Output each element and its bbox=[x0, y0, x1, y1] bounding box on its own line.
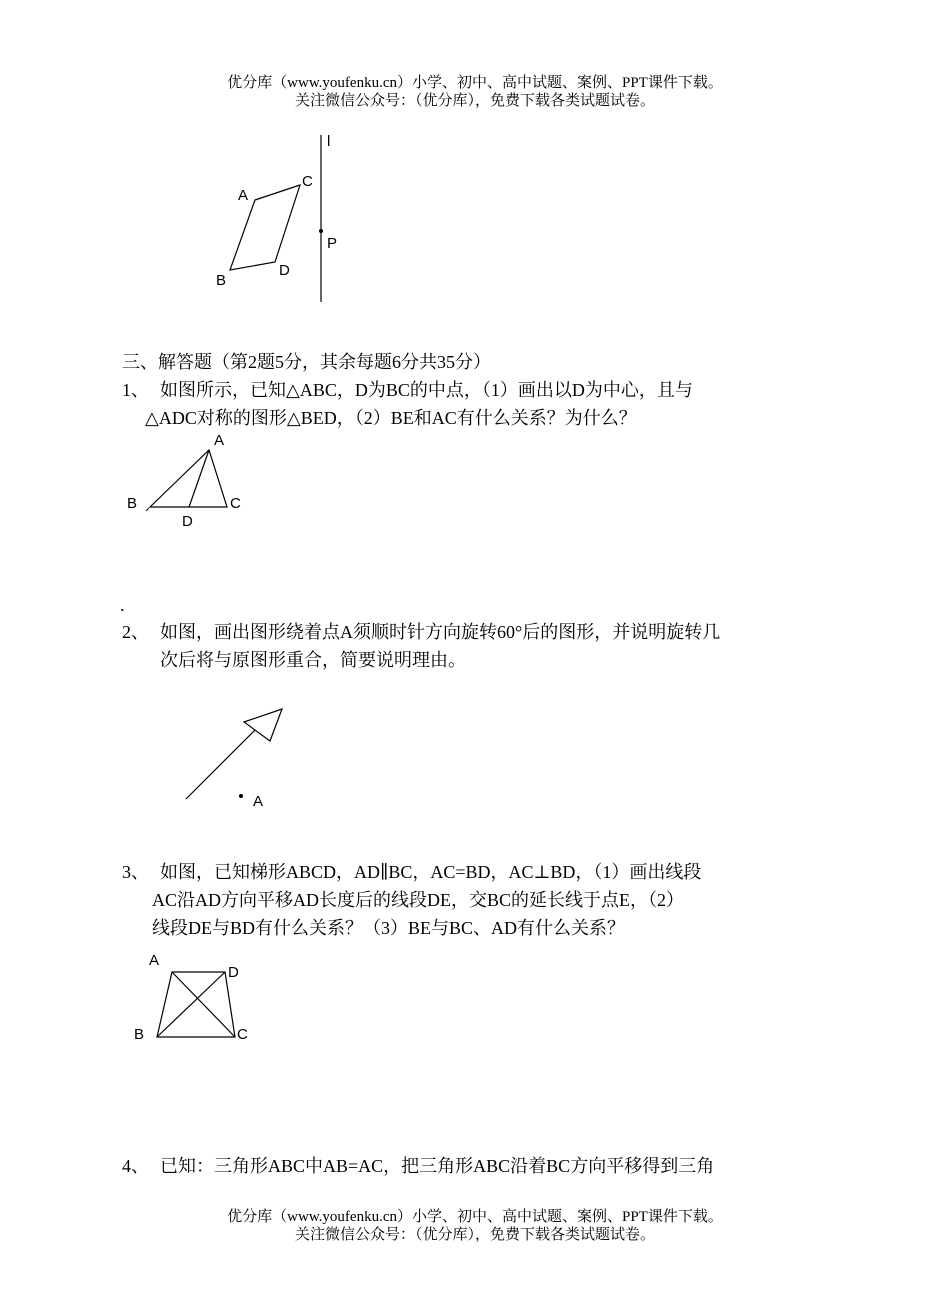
q4-line-1 bbox=[122, 1154, 714, 1178]
figure-triangle-abc bbox=[120, 430, 260, 530]
label-p: P bbox=[327, 235, 338, 252]
q2-line-1 bbox=[122, 620, 720, 644]
q3-number: 3、 bbox=[122, 862, 149, 882]
label-a: A bbox=[214, 432, 225, 449]
q3-line-2: AC沿AD方向平移AD长度后的线段DE，交BC的延长线于点E，（2） bbox=[152, 890, 684, 910]
label-c: C bbox=[302, 173, 313, 190]
figure-arrow bbox=[170, 695, 310, 835]
q3-line-3: 线段DE与BD有什么关系？（3）BE与BC、AD有什么关系？ bbox=[152, 918, 626, 938]
q2-line-2: 次后将与原图形重合，简要说明理由。 bbox=[160, 650, 466, 670]
stray-dot: . bbox=[120, 595, 125, 615]
arrow-shaft bbox=[186, 730, 255, 799]
header-line-2: 关注微信公众号：（优分库），免费下载各类试题试卷。 bbox=[294, 93, 655, 109]
figure-trapezoid bbox=[125, 945, 265, 1055]
label-d: D bbox=[182, 513, 193, 530]
label-a: A bbox=[238, 187, 249, 204]
q2-number: 2、 bbox=[122, 622, 149, 642]
label-c: C bbox=[237, 1026, 248, 1043]
q2-text-1: 如图，画出图形绕着点A须顺时针方向旋转60°后的图形，并说明旋转几 bbox=[160, 622, 721, 642]
q4-number: 4、 bbox=[122, 1156, 149, 1176]
q1-text-1: 如图所示，已知△ABC，D为BC的中点，（1）画出以D为中心，且与 bbox=[160, 380, 693, 400]
label-l: l bbox=[327, 133, 331, 150]
triangle-abc bbox=[150, 450, 227, 507]
trapezoid-abcd bbox=[157, 972, 235, 1037]
label-b: B bbox=[216, 272, 227, 289]
label-d: D bbox=[279, 262, 290, 279]
diagonal-ac bbox=[172, 972, 235, 1037]
label-b: B bbox=[127, 495, 138, 512]
q3-line-1 bbox=[122, 860, 701, 884]
figure-parallelogram-line bbox=[200, 130, 360, 310]
footer-line-1: 优分库（www.youfenku.cn）小学、初中、高中试题、案例、PPT课件下载。 bbox=[227, 1209, 723, 1225]
point-a bbox=[239, 794, 243, 798]
arrow-head bbox=[244, 709, 282, 741]
section-title: 三、解答题（第2题5分，其余每题6分共35分） bbox=[122, 352, 491, 372]
q4-text-1: 已知：三角形ABC中AB=AC，把三角形ABC沿着BC方向平移得到三角 bbox=[160, 1156, 715, 1176]
tick-mark bbox=[146, 508, 149, 511]
q1-line-2: △ADC对称的图形△BED，（2）BE和AC有什么关系？为什么？ bbox=[145, 408, 637, 428]
header-line-1: 优分库（www.youfenku.cn）小学、初中、高中试题、案例、PPT课件下载。 bbox=[227, 75, 723, 91]
point-p bbox=[319, 229, 323, 233]
label-b: B bbox=[134, 1026, 145, 1043]
diagonal-bd bbox=[157, 972, 225, 1037]
segment-ad bbox=[189, 450, 209, 507]
label-a: A bbox=[253, 793, 264, 810]
label-a: A bbox=[149, 952, 160, 969]
label-c: C bbox=[230, 495, 241, 512]
q1-line-1 bbox=[122, 378, 693, 402]
q3-text-1: 如图，已知梯形ABCD，AD∥BC，AC=BD，AC⊥BD，（1）画出线段 bbox=[160, 862, 702, 882]
footer-line-2: 关注微信公众号：（优分库），免费下载各类试题试卷。 bbox=[294, 1227, 655, 1243]
label-d: D bbox=[228, 964, 239, 981]
q1-number: 1、 bbox=[122, 380, 149, 400]
